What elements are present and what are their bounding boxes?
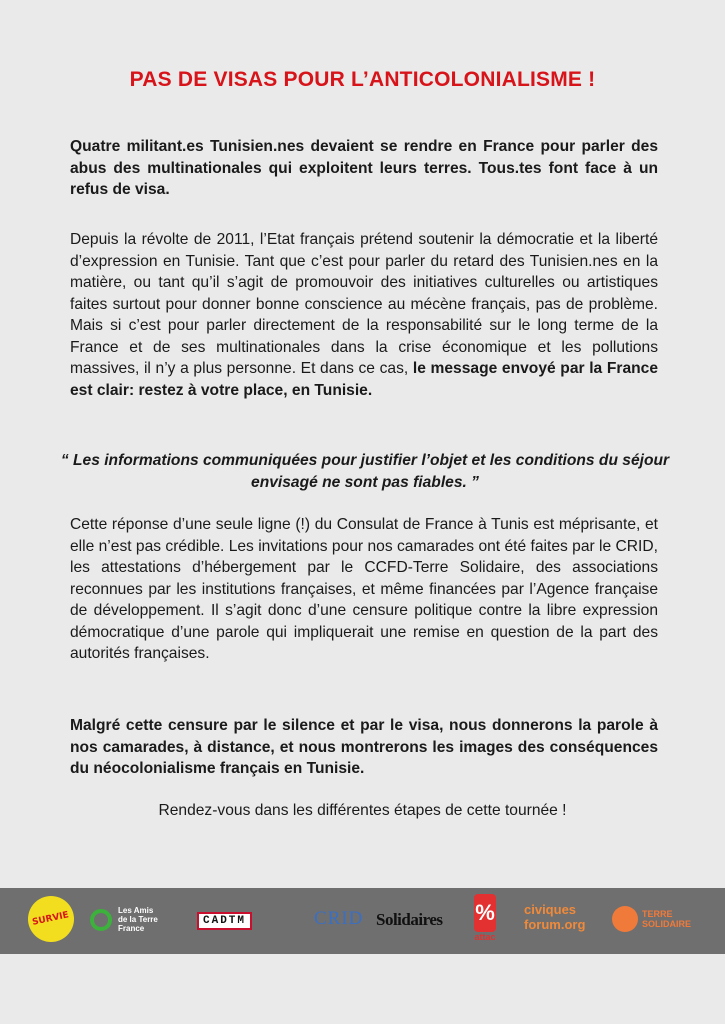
attac-logo-text: attac (474, 932, 496, 942)
crid-logo-text: CRID (314, 908, 364, 929)
ring-icon (90, 909, 112, 931)
cadtm-logo-text: CADTM (197, 912, 252, 930)
page-title: PAS DE VISAS POUR L’ANTICOLONIALISME ! (129, 68, 596, 91)
cadtm-logo (197, 912, 252, 930)
terre-solidaire-label (642, 909, 691, 929)
civiques-forum-logo (524, 902, 585, 932)
body-paragraph-1-bold: le message envoyé par la France est clair: restez à votre place, en Tunisie. (70, 360, 658, 399)
terre-line-1: TERRE (642, 909, 673, 919)
body-paragraph-1 (70, 229, 658, 401)
consulate-quote: “ Les informations communiquées pour justifier l’objet et les conditions du séjour envisagé ne sont pas fiables. ” (60, 452, 670, 491)
body-paragraph-2: Cette réponse d’une seule ligne (!) du Consulat de France à Tunis est méprisante, et elle n’est pas crédible. Les invitations pour nos camarades ont été faites par le CRID, les attestations d’hébergement par le CCFD-Terre Solidaire, des associations reconnues par les institutions françaises, et même financées par l’Agence française de développement. Il s’agit donc d’une censure politique contre la libre expression démocratique d’une parole qui impliquerait une remise en question de la part des autorités françaises. (70, 516, 658, 662)
amis-line-3: France (118, 924, 145, 933)
solidaires-logo (376, 910, 442, 930)
civiques-line-2: forum.org (524, 917, 586, 932)
amis-line-2: de la Terre (118, 915, 158, 924)
closing-line: Rendez-vous dans les différentes étapes de cette tournée ! (158, 802, 567, 819)
civiques-line-1: civiques (524, 902, 577, 917)
body-paragraph-1-text: Depuis la révolte de 2011, l’Etat français prétend soutenir la démocratie et la liberté d’expression en Tunisie. Tant que c’est pour parler du retard des Tunisien.nes en la matière, ou tant qu’il s’agit de promouvoir des initiatives culturelles ou artistiques faites surtout pour donner bonne conscience au mécène français, pas de problème. Mais si c’est pour parler directement de la responsabilité sur le long terme de la France et de ses multinationales dans la crise économique et les pollutions massives, il n’y a plus personne. Et dans ce cas, (70, 231, 658, 377)
conclusion-paragraph: Malgré cette censure par le silence et par le visa, nous donnerons la parole à nos camarades, à distance, et nous montrerons les images des conséquences du néocolonialisme français en Tunisie. (70, 717, 658, 777)
amis-line-1: Les Amis (118, 906, 154, 915)
survie-logo-text: SURVIE (31, 910, 71, 928)
attac-logo (474, 894, 496, 942)
terre-solidaire-logo (612, 906, 691, 932)
globe-icon (612, 906, 638, 932)
intro-paragraph: Quatre militant.es Tunisien.nes devaient se rendre en France pour parler des abus des multinationales qui exploitent leurs terres. Tous.tes font face à un refus de visa. (70, 138, 658, 198)
percent-icon: % (474, 894, 496, 932)
amis-de-la-terre-logo (90, 906, 158, 933)
survie-logo (28, 896, 74, 942)
partner-logos-band (0, 888, 725, 954)
crid-logo (314, 908, 363, 930)
amis-de-la-terre-label (118, 906, 158, 933)
terre-line-2: SOLIDAIRE (642, 919, 692, 929)
solidaires-logo-text: Solidaires (376, 910, 443, 929)
